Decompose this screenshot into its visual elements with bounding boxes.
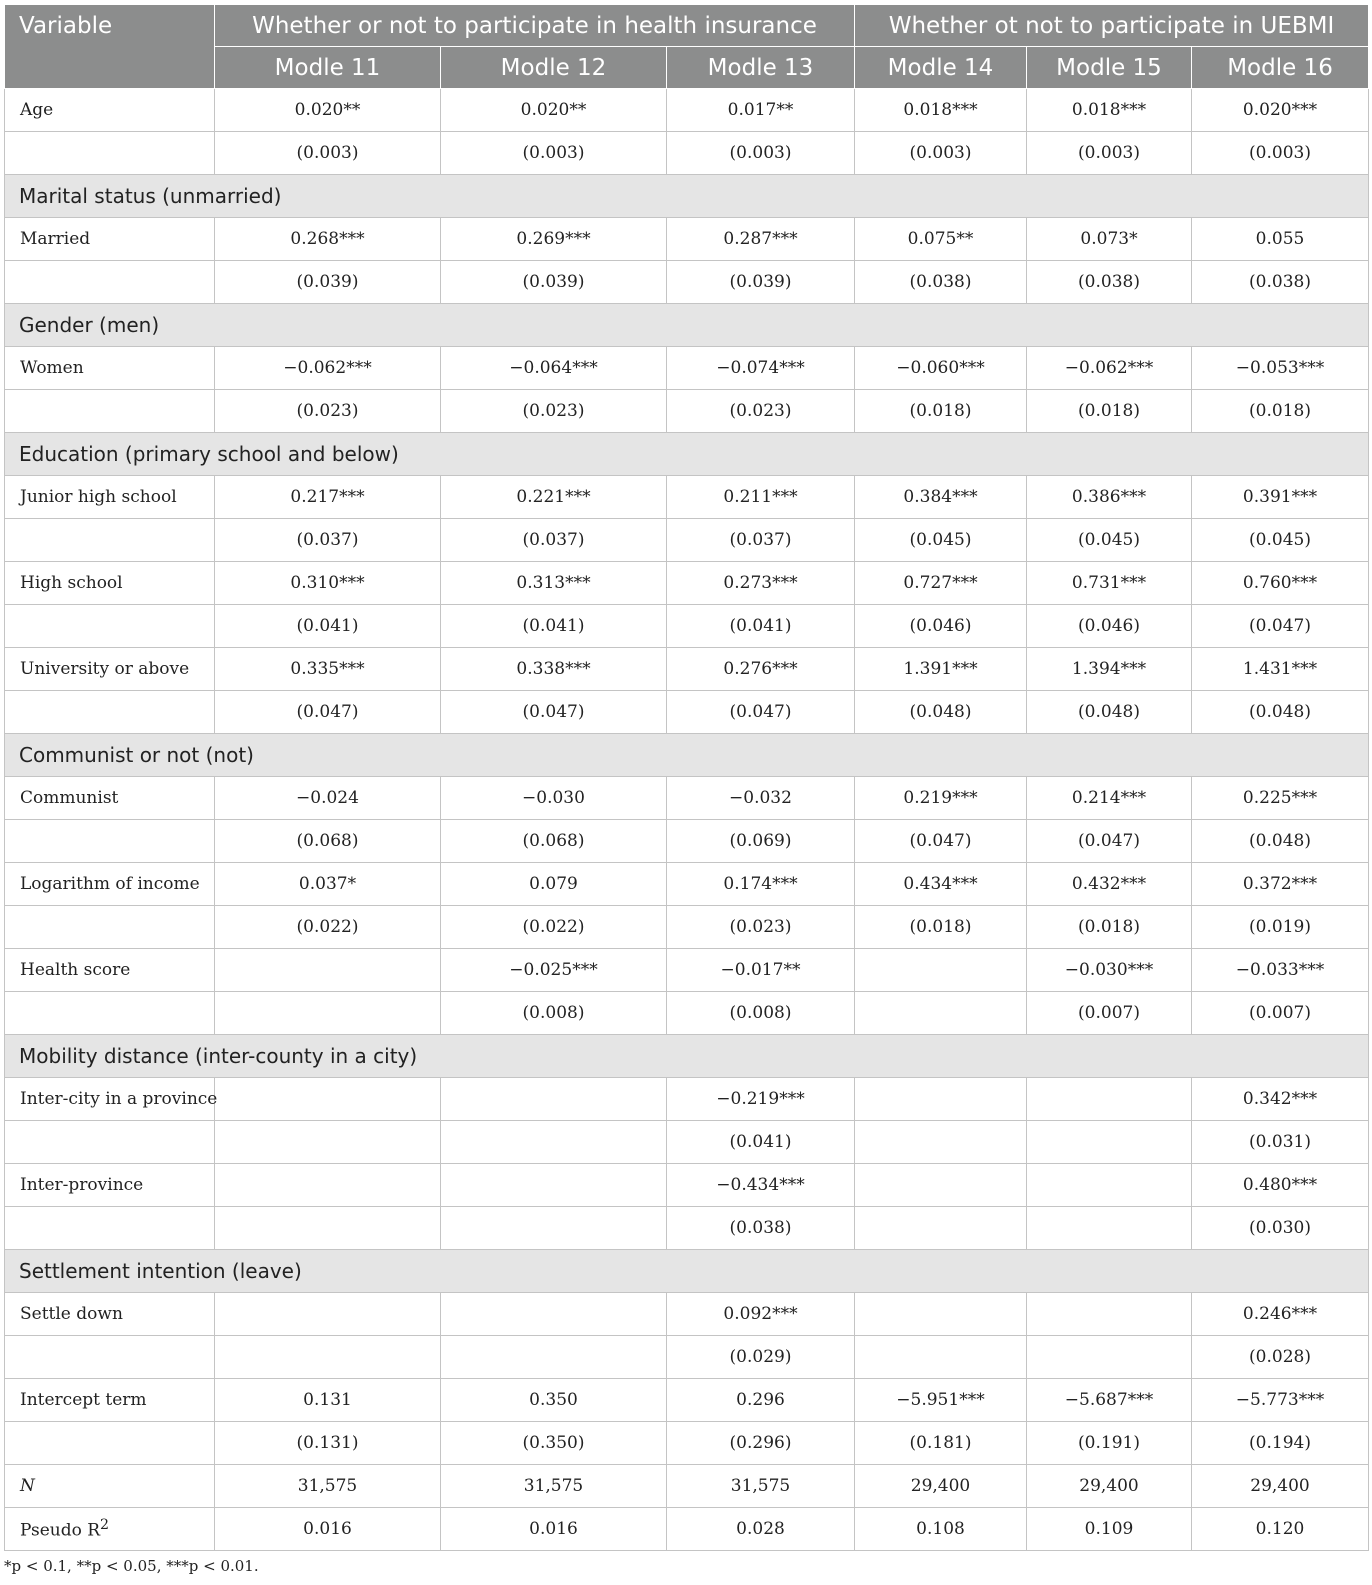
table-cell bbox=[215, 1293, 441, 1336]
row-label bbox=[5, 1164, 215, 1207]
row-label bbox=[5, 89, 215, 132]
section-label: Mobility distance (inter-county in a city) bbox=[5, 1035, 1369, 1078]
table-cell: 0.760*** bbox=[1192, 562, 1369, 605]
table-row bbox=[5, 1121, 1369, 1164]
row-label-text: Inter-city in a province bbox=[20, 1089, 218, 1109]
table-cell: −0.017** bbox=[667, 949, 855, 992]
row-label-text: Age bbox=[20, 100, 54, 120]
table-cell: (0.041) bbox=[667, 605, 855, 648]
section-row bbox=[5, 1035, 1369, 1078]
table-cell bbox=[855, 1078, 1027, 1121]
table-cell bbox=[1027, 1078, 1192, 1121]
table-cell: 0.020*** bbox=[1192, 89, 1369, 132]
group-header-uebmi: Whether ot not to participate in UEBMI bbox=[855, 5, 1369, 47]
table-cell: (0.037) bbox=[215, 519, 441, 562]
row-label-text: Health score bbox=[20, 960, 131, 980]
table-cell: 0.092*** bbox=[667, 1293, 855, 1336]
table-row bbox=[5, 820, 1369, 863]
section-label: Settlement intention (leave) bbox=[5, 1250, 1369, 1293]
table-cell: 0.384*** bbox=[855, 476, 1027, 519]
table-cell: 0.296 bbox=[667, 1379, 855, 1422]
row-label-superscript: 2 bbox=[100, 1517, 110, 1534]
table-cell: 0.432*** bbox=[1027, 863, 1192, 906]
table-cell: −0.434*** bbox=[667, 1164, 855, 1207]
model-header: Modle 12 bbox=[441, 47, 667, 89]
table-row bbox=[5, 1293, 1369, 1336]
table-cell: (0.018) bbox=[855, 906, 1027, 949]
table-cell: (0.191) bbox=[1027, 1422, 1192, 1465]
table-cell: 0.020** bbox=[215, 89, 441, 132]
table-cell: −0.024 bbox=[215, 777, 441, 820]
table-cell: (0.047) bbox=[855, 820, 1027, 863]
table-cell bbox=[855, 1336, 1027, 1379]
table-cell: 0.287*** bbox=[667, 218, 855, 261]
row-label bbox=[5, 132, 215, 175]
row-label bbox=[5, 1465, 215, 1508]
row-label bbox=[5, 519, 215, 562]
table-row bbox=[5, 648, 1369, 691]
row-label bbox=[5, 1379, 215, 1422]
table-cell: (0.039) bbox=[215, 261, 441, 304]
row-label bbox=[5, 1207, 215, 1250]
table-cell: (0.008) bbox=[667, 992, 855, 1035]
table-cell: 0.276*** bbox=[667, 648, 855, 691]
row-label bbox=[5, 949, 215, 992]
group-header-health-insurance: Whether or not to participate in health insurance bbox=[215, 5, 855, 47]
row-label-text: Junior high school bbox=[20, 487, 177, 507]
row-label bbox=[5, 390, 215, 433]
table-cell bbox=[855, 1207, 1027, 1250]
table-cell: 0.310*** bbox=[215, 562, 441, 605]
table-cell bbox=[441, 1336, 667, 1379]
table-row bbox=[5, 519, 1369, 562]
table-cell: 29,400 bbox=[855, 1465, 1027, 1508]
table-cell bbox=[1027, 1121, 1192, 1164]
table-row bbox=[5, 476, 1369, 519]
row-label bbox=[5, 1336, 215, 1379]
table-cell: (0.023) bbox=[667, 906, 855, 949]
table-cell bbox=[1027, 1336, 1192, 1379]
header-row-groups bbox=[5, 5, 1369, 47]
table-cell: (0.023) bbox=[667, 390, 855, 433]
table-cell bbox=[855, 1164, 1027, 1207]
row-label-text: High school bbox=[20, 573, 123, 593]
table-cell: 0.174*** bbox=[667, 863, 855, 906]
table-cell: (0.023) bbox=[441, 390, 667, 433]
row-label-text: University or above bbox=[20, 659, 190, 679]
table-cell: 0.016 bbox=[215, 1508, 441, 1551]
table-row bbox=[5, 218, 1369, 261]
table-row bbox=[5, 1508, 1369, 1551]
table-row bbox=[5, 1207, 1369, 1250]
table-cell: −5.951*** bbox=[855, 1379, 1027, 1422]
table-cell: (0.029) bbox=[667, 1336, 855, 1379]
table-cell: (0.003) bbox=[441, 132, 667, 175]
table-cell: 0.342*** bbox=[1192, 1078, 1369, 1121]
table-cell: 0.335*** bbox=[215, 648, 441, 691]
table-cell: (0.028) bbox=[1192, 1336, 1369, 1379]
table-cell bbox=[1027, 1293, 1192, 1336]
table-cell: 0.075** bbox=[855, 218, 1027, 261]
table-row bbox=[5, 89, 1369, 132]
row-label bbox=[5, 218, 215, 261]
table-cell: 0.131 bbox=[215, 1379, 441, 1422]
model-header: Modle 13 bbox=[667, 47, 855, 89]
table-cell bbox=[441, 1293, 667, 1336]
model-header: Modle 11 bbox=[215, 47, 441, 89]
model-header: Modle 16 bbox=[1192, 47, 1369, 89]
table-row bbox=[5, 691, 1369, 734]
table-cell: (0.131) bbox=[215, 1422, 441, 1465]
row-label bbox=[5, 1293, 215, 1336]
table-cell: (0.008) bbox=[441, 992, 667, 1035]
section-label: Gender (men) bbox=[5, 304, 1369, 347]
table-cell: 29,400 bbox=[1192, 1465, 1369, 1508]
table-cell: 0.055 bbox=[1192, 218, 1369, 261]
table-cell: (0.031) bbox=[1192, 1121, 1369, 1164]
table-row bbox=[5, 906, 1369, 949]
table-cell: 0.073* bbox=[1027, 218, 1192, 261]
regression-table bbox=[4, 4, 1369, 1551]
row-label-text: N bbox=[20, 1476, 35, 1496]
table-cell: 0.018*** bbox=[1027, 89, 1192, 132]
row-label bbox=[5, 1422, 215, 1465]
table-cell: (0.045) bbox=[1192, 519, 1369, 562]
table-cell: 1.394*** bbox=[1027, 648, 1192, 691]
table-row bbox=[5, 777, 1369, 820]
section-row bbox=[5, 175, 1369, 218]
row-label bbox=[5, 1508, 215, 1551]
row-label-text: Women bbox=[20, 358, 84, 378]
table-cell bbox=[215, 949, 441, 992]
row-label-text: Married bbox=[20, 229, 91, 249]
table-row bbox=[5, 605, 1369, 648]
table-cell: 0.037* bbox=[215, 863, 441, 906]
table-cell: (0.003) bbox=[1192, 132, 1369, 175]
row-label-text: Pseudo R bbox=[20, 1520, 101, 1541]
table-cell bbox=[855, 1121, 1027, 1164]
table-cell: 31,575 bbox=[441, 1465, 667, 1508]
row-label bbox=[5, 691, 215, 734]
table-cell: (0.022) bbox=[441, 906, 667, 949]
table-row bbox=[5, 863, 1369, 906]
table-cell: 0.108 bbox=[855, 1508, 1027, 1551]
row-label bbox=[5, 347, 215, 390]
table-cell: (0.047) bbox=[215, 691, 441, 734]
row-label bbox=[5, 562, 215, 605]
table-cell: 0.372*** bbox=[1192, 863, 1369, 906]
table-cell: (0.038) bbox=[1027, 261, 1192, 304]
table-cell: −0.062*** bbox=[1027, 347, 1192, 390]
regression-table-container bbox=[4, 4, 1368, 1575]
row-label bbox=[5, 476, 215, 519]
table-cell: −0.062*** bbox=[215, 347, 441, 390]
table-cell: (0.003) bbox=[667, 132, 855, 175]
section-row bbox=[5, 433, 1369, 476]
table-cell: (0.037) bbox=[441, 519, 667, 562]
table-cell: 0.219*** bbox=[855, 777, 1027, 820]
table-cell: 0.391*** bbox=[1192, 476, 1369, 519]
table-cell: 0.028 bbox=[667, 1508, 855, 1551]
table-cell: 0.246*** bbox=[1192, 1293, 1369, 1336]
row-label bbox=[5, 1078, 218, 1121]
table-cell: (0.023) bbox=[215, 390, 441, 433]
table-cell: −0.060*** bbox=[855, 347, 1027, 390]
row-label bbox=[5, 261, 215, 304]
row-label bbox=[5, 820, 215, 863]
table-cell: (0.007) bbox=[1027, 992, 1192, 1035]
table-row bbox=[5, 992, 1369, 1035]
table-cell: (0.046) bbox=[855, 605, 1027, 648]
table-cell: (0.041) bbox=[667, 1121, 855, 1164]
row-label bbox=[5, 906, 215, 949]
table-row bbox=[5, 390, 1369, 433]
table-cell: 0.211*** bbox=[667, 476, 855, 519]
table-cell bbox=[1027, 1207, 1192, 1250]
variable-header: Variable bbox=[5, 5, 215, 89]
table-cell bbox=[215, 1078, 441, 1121]
table-cell: (0.048) bbox=[1192, 820, 1369, 863]
table-cell: (0.038) bbox=[1192, 261, 1369, 304]
table-cell: 0.079 bbox=[441, 863, 667, 906]
table-row bbox=[5, 1465, 1369, 1508]
table-cell: (0.003) bbox=[1027, 132, 1192, 175]
table-cell: (0.048) bbox=[1192, 691, 1369, 734]
table-cell: 0.273*** bbox=[667, 562, 855, 605]
table-cell: (0.030) bbox=[1192, 1207, 1369, 1250]
table-cell: (0.003) bbox=[215, 132, 441, 175]
model-header: Modle 14 bbox=[855, 47, 1027, 89]
table-cell: 0.480*** bbox=[1192, 1164, 1369, 1207]
table-cell bbox=[215, 992, 441, 1035]
table-cell: −0.219*** bbox=[667, 1078, 855, 1121]
section-label: Communist or not (not) bbox=[5, 734, 1369, 777]
table-cell: (0.068) bbox=[441, 820, 667, 863]
table-cell: 31,575 bbox=[215, 1465, 441, 1508]
table-cell: (0.018) bbox=[1027, 390, 1192, 433]
table-body bbox=[5, 89, 1369, 1551]
table-cell: 0.313*** bbox=[441, 562, 667, 605]
table-cell: (0.003) bbox=[855, 132, 1027, 175]
table-row bbox=[5, 1164, 1369, 1207]
table-row bbox=[5, 132, 1369, 175]
table-cell: −0.074*** bbox=[667, 347, 855, 390]
table-cell: (0.194) bbox=[1192, 1422, 1369, 1465]
table-cell: 0.217*** bbox=[215, 476, 441, 519]
table-cell: 0.221*** bbox=[441, 476, 667, 519]
table-row bbox=[5, 1078, 1369, 1121]
table-cell bbox=[855, 949, 1027, 992]
table-cell: 0.269*** bbox=[441, 218, 667, 261]
table-cell: 0.350 bbox=[441, 1379, 667, 1422]
table-cell: (0.048) bbox=[1027, 691, 1192, 734]
table-cell bbox=[215, 1336, 441, 1379]
table-row bbox=[5, 1422, 1369, 1465]
model-header: Modle 15 bbox=[1027, 47, 1192, 89]
table-cell bbox=[441, 1207, 667, 1250]
row-label bbox=[5, 1121, 215, 1164]
table-row bbox=[5, 347, 1369, 390]
table-cell: (0.296) bbox=[667, 1422, 855, 1465]
table-cell: (0.045) bbox=[1027, 519, 1192, 562]
table-cell: (0.046) bbox=[1027, 605, 1192, 648]
table-cell bbox=[855, 992, 1027, 1035]
row-label-text: Settle down bbox=[20, 1304, 123, 1324]
table-cell: (0.007) bbox=[1192, 992, 1369, 1035]
table-cell: (0.037) bbox=[667, 519, 855, 562]
table-cell: (0.039) bbox=[441, 261, 667, 304]
table-cell: 0.109 bbox=[1027, 1508, 1192, 1551]
table-cell bbox=[215, 1121, 441, 1164]
table-cell: 0.338*** bbox=[441, 648, 667, 691]
table-cell: (0.047) bbox=[1027, 820, 1192, 863]
table-cell: 0.731*** bbox=[1027, 562, 1192, 605]
table-row bbox=[5, 1379, 1369, 1422]
table-cell bbox=[441, 1078, 667, 1121]
table-cell bbox=[855, 1293, 1027, 1336]
table-cell: −0.030 bbox=[441, 777, 667, 820]
table-cell bbox=[215, 1207, 441, 1250]
table-cell: 0.268*** bbox=[215, 218, 441, 261]
table-cell: (0.068) bbox=[215, 820, 441, 863]
table-cell bbox=[441, 1164, 667, 1207]
table-cell: 0.018*** bbox=[855, 89, 1027, 132]
table-cell: 1.391*** bbox=[855, 648, 1027, 691]
table-cell: (0.047) bbox=[441, 691, 667, 734]
table-header bbox=[5, 5, 1369, 89]
table-row bbox=[5, 562, 1369, 605]
table-cell: 29,400 bbox=[1027, 1465, 1192, 1508]
table-cell: 0.120 bbox=[1192, 1508, 1369, 1551]
table-cell: (0.038) bbox=[667, 1207, 855, 1250]
table-cell: 0.020** bbox=[441, 89, 667, 132]
row-label-text: Inter-province bbox=[20, 1175, 144, 1195]
table-cell: 0.017** bbox=[667, 89, 855, 132]
table-cell: −0.032 bbox=[667, 777, 855, 820]
section-label: Education (primary school and below) bbox=[5, 433, 1369, 476]
table-cell: −0.033*** bbox=[1192, 949, 1369, 992]
table-cell bbox=[215, 1164, 441, 1207]
table-cell: (0.039) bbox=[667, 261, 855, 304]
row-label bbox=[5, 777, 215, 820]
table-cell: (0.018) bbox=[855, 390, 1027, 433]
row-label bbox=[5, 863, 215, 906]
table-cell: (0.041) bbox=[215, 605, 441, 648]
table-cell: (0.045) bbox=[855, 519, 1027, 562]
table-cell: 31,575 bbox=[667, 1465, 855, 1508]
section-label: Marital status (unmarried) bbox=[5, 175, 1369, 218]
row-label-text: Intercept term bbox=[20, 1390, 147, 1410]
table-row bbox=[5, 1336, 1369, 1379]
table-cell: 0.214*** bbox=[1027, 777, 1192, 820]
table-cell: (0.041) bbox=[441, 605, 667, 648]
table-cell: −0.053*** bbox=[1192, 347, 1369, 390]
table-cell: 0.225*** bbox=[1192, 777, 1369, 820]
row-label bbox=[5, 992, 215, 1035]
table-cell: −0.025*** bbox=[441, 949, 667, 992]
table-cell: (0.181) bbox=[855, 1422, 1027, 1465]
table-cell: 0.016 bbox=[441, 1508, 667, 1551]
table-cell: −5.773*** bbox=[1192, 1379, 1369, 1422]
table-cell: (0.047) bbox=[667, 691, 855, 734]
table-row bbox=[5, 949, 1369, 992]
table-cell: (0.069) bbox=[667, 820, 855, 863]
table-cell: −5.687*** bbox=[1027, 1379, 1192, 1422]
table-cell: 0.386*** bbox=[1027, 476, 1192, 519]
table-cell: (0.350) bbox=[441, 1422, 667, 1465]
table-row bbox=[5, 261, 1369, 304]
row-label bbox=[5, 648, 215, 691]
table-cell: (0.047) bbox=[1192, 605, 1369, 648]
row-label bbox=[5, 605, 215, 648]
table-cell bbox=[1027, 1164, 1192, 1207]
section-row bbox=[5, 304, 1369, 347]
table-cell: −0.030*** bbox=[1027, 949, 1192, 992]
table-cell: −0.064*** bbox=[441, 347, 667, 390]
table-cell: (0.022) bbox=[215, 906, 441, 949]
table-cell: (0.038) bbox=[855, 261, 1027, 304]
table-cell: (0.019) bbox=[1192, 906, 1369, 949]
table-cell: 0.434*** bbox=[855, 863, 1027, 906]
row-label-text: Communist bbox=[20, 788, 119, 808]
table-cell: 0.727*** bbox=[855, 562, 1027, 605]
section-row bbox=[5, 734, 1369, 777]
table-cell bbox=[441, 1121, 667, 1164]
section-row bbox=[5, 1250, 1369, 1293]
table-cell: (0.048) bbox=[855, 691, 1027, 734]
significance-footnote: *p < 0.1, **p < 0.05, ***p < 0.01. bbox=[4, 1557, 259, 1575]
table-cell: (0.018) bbox=[1027, 906, 1192, 949]
table-cell: 1.431*** bbox=[1192, 648, 1369, 691]
row-label-text: Logarithm of income bbox=[20, 874, 200, 894]
table-cell: (0.018) bbox=[1192, 390, 1369, 433]
